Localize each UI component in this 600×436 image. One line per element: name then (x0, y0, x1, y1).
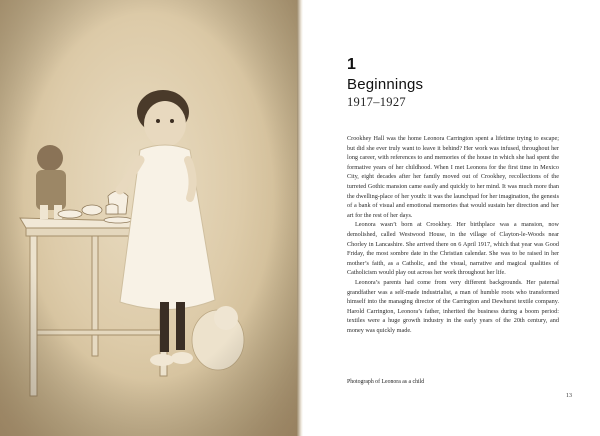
chapter-body (347, 134, 559, 335)
paragraph: Crookhey Hall was the home Leonora Carrington spent a lifetime trying to escape; but did she ever truly want to leave it behind? Her work was infused, throughout her long career, with references to and memories of the house in which she had spent the formative years of her childhood. When I met Leonora for the first time in Mexico City, eight decades after her family moved out of Crookhey, recollections of the turreted Gothic mansion came easily and quickly to her mind. It was much more than the dwelling-place of her youth: it was the launchpad for her imagination, the genesis of a bank of visual and emotional memories that would sustain her direction and her art for the rest of her days. (347, 135, 559, 219)
paragraph: Leonora’s parents had come from very different backgrounds. Her paternal grandfather was a self-made industrialist, a man of humble roots who transformed himself into the managing director of the Carrington and Dewhurst textile company. Harold Carrington, Leonora’s father, inherited the business during a boom period: textiles were a huge growth industry in the early years of the 20th century, and money was quickly made. (347, 278, 559, 334)
text-page (303, 0, 600, 436)
child-photograph (0, 0, 297, 436)
paragraph: Leonora wasn’t born at Crookhey. Her birthplace was a mansion, now demolished, called Westwood House, in the village of Clayton-le-Woods near Chorley in Lancashire. She arrived there on 6 April 1917, which that year was Good Friday, the most sombre date in the Christian calendar. She was to be raised in her mother’s faith, as a Catholic, and the visual, narrative and magical qualities of Catholicism would play out across her work throughout her life. (347, 221, 559, 277)
photograph-page (0, 0, 297, 436)
page-number: 13 (566, 393, 572, 399)
photo-caption: Photograph of Leonora as a child (347, 379, 425, 385)
chapter-number: 1 (347, 56, 356, 73)
chapter-title: Beginnings (347, 76, 424, 93)
chapter-years: 1917–1927 (347, 95, 406, 109)
